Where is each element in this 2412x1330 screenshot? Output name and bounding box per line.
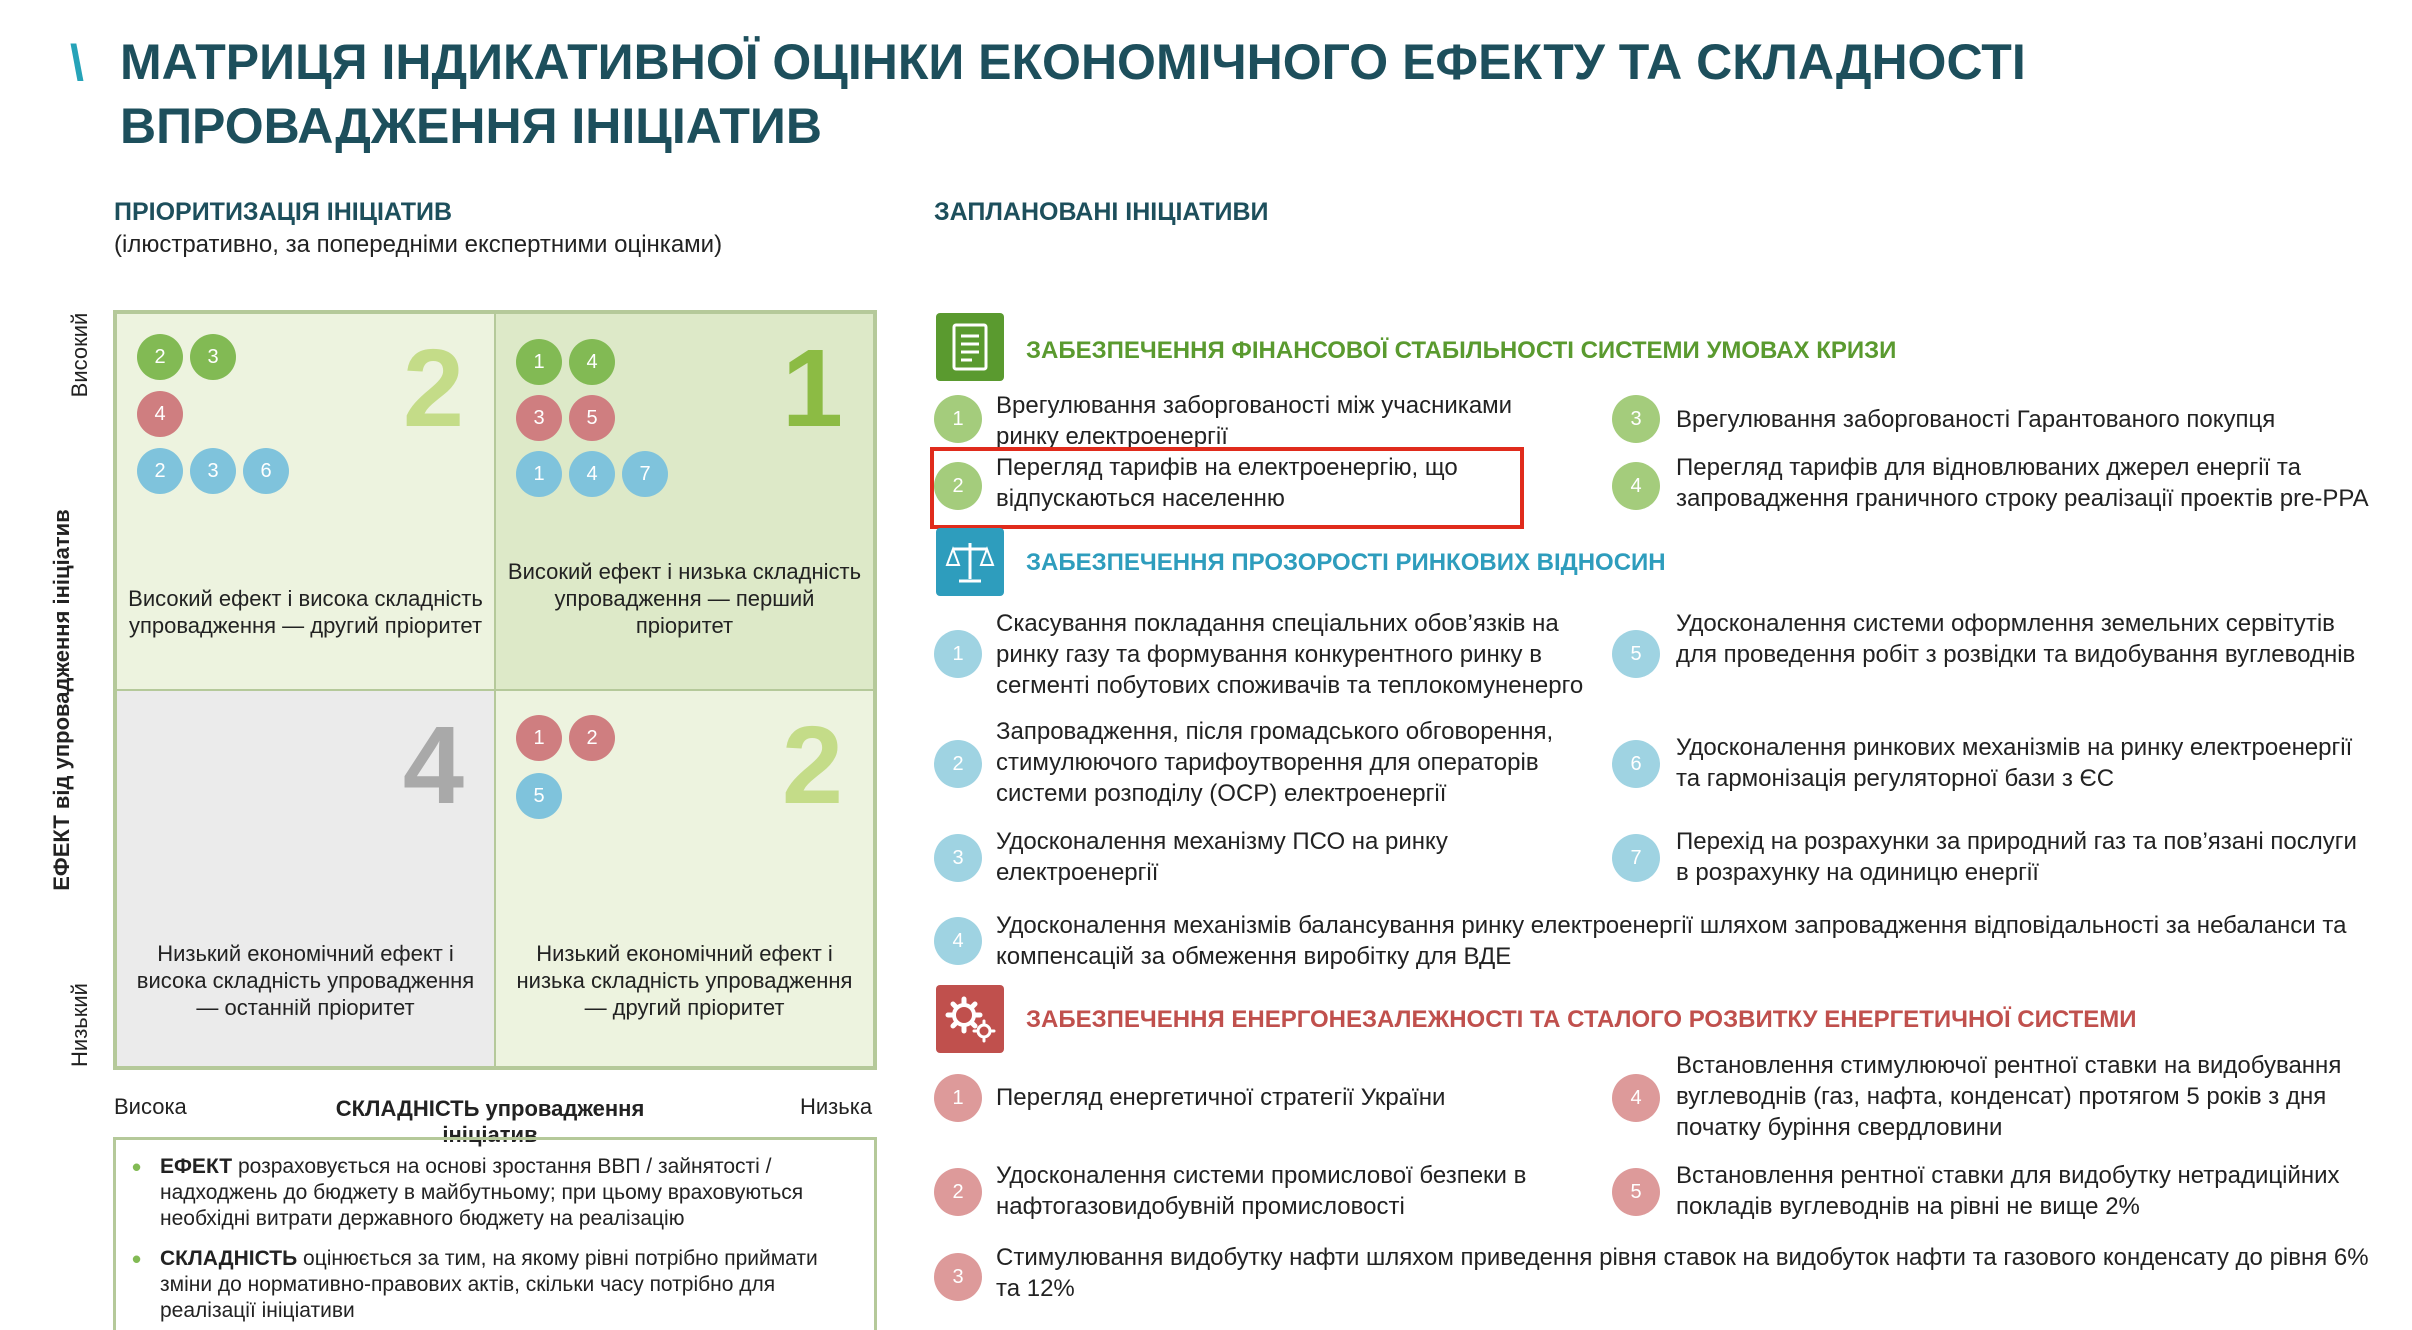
x-axis-high-label: Висока [114,1094,187,1119]
initiative-text: Запровадження, після громадського обговорення, стимулюючого тарифоутворення для операторів системи розподілу (ОСР) електроенергії [996,718,1554,807]
initiative-number: 4 [934,917,982,965]
initiative-dot: 4 [569,339,615,385]
category-title-energy-independence: ЗАБЕЗПЕЧЕННЯ ЕНЕРГОНЕЗАЛЕЖНОСТІ ТА СТАЛОГО РОЗВИТКУ ЕНЕРГЕТИЧНОЇ СИСТЕМИ [1026,1006,2137,1033]
initiative-number: 3 [934,834,982,882]
scales-icon [936,528,1004,596]
initiative-text: Удосконалення системи оформлення земельних сервітутів для проведення робіт з розвідки та видобування вуглеводнів [1676,610,2356,668]
legend-item-effect: • ЕФЕКТ розраховується на основі зростання ВВП / зайнятості / надходжень до бюджету в майбутньому; при цьому враховуються необхідні витрати державного бюджету на реалізацію [146,1154,854,1232]
initiative-text: Удосконалення ринкових механізмів на ринку електроенергії та гармонізація регуляторної бази з ЄС [1676,734,2353,792]
initiative-number: 4 [1612,462,1660,510]
initiative-dot: 3 [190,448,236,494]
initiative-dot: 1 [516,715,562,761]
quadrant-description: Низький економічний ефект і висока складність упровадження — останній пріоритет [136,941,475,1020]
initiative-dot: 3 [516,395,562,441]
initiative-dot: 4 [569,451,615,497]
document-icon [936,313,1004,381]
initiative-number: 1 [934,395,982,443]
initiative-dot: 6 [243,448,289,494]
initiative-dot: 2 [569,715,615,761]
initiative-dot: 5 [569,395,615,441]
initiative-text: Встановлення рентної ставки для видобутку нетрадиційних покладів вуглеводнів на рівні не вище 2% [1676,1162,2340,1220]
x-axis-low-label: Низька [800,1094,873,1119]
initiative-dot: 4 [137,391,183,437]
prioritization-heading: ПРІОРИТИЗАЦІЯ ІНІЦІАТИВ [114,198,453,226]
planned-initiatives-heading: ЗАПЛАНОВАНІ ІНІЦІАТИВИ [934,198,1269,226]
y-axis-high-label: Високий [67,312,92,398]
initiative-dot: 3 [190,334,236,380]
quadrant-priority-number: 4 [402,704,464,827]
initiative-text: Врегулювання заборгованості між учасниками ринку електроенергії [996,392,1513,450]
initiative-number: 1 [934,630,982,678]
initiative-dot: 2 [137,334,183,380]
initiative-number: 5 [1612,1168,1660,1216]
initiative-text: Перегляд тарифів на електроенергію, що відпускаються населенню [996,454,1458,512]
initiative-number: 1 [934,1074,982,1122]
quadrant-top-left [116,313,495,690]
page-title: МАТРИЦЯ ІНДИКАТИВНОЇ ОЦІНКИ ЕКОНОМІЧНОГО ЕФЕКТУ ТА СКЛАДНОСТІ ВПРОВАДЖЕННЯ ІНІЦІАТИВ [120,34,2026,154]
initiative-number: 4 [1612,1074,1660,1122]
initiative-text: Стимулювання видобутку нафти шляхом приведення рівня ставок на видобуток нафти та газового конденсату до рівня 6% та 12% [996,1244,2369,1302]
legend-box [113,1137,877,1330]
quadrant-description: Високий ефект і низька складність упровадження — перший пріоритет [507,559,862,638]
initiative-text: Скасування покладання спеціальних обов’язків на ринку газу та формування конкурентного ринку в сегменті побутових споживачів та теплокомуненерго [996,610,1584,699]
initiative-number: 3 [934,1253,982,1301]
quadrant-bottom-right [495,690,874,1067]
category-title-financial: ЗАБЕЗПЕЧЕННЯ ФІНАНСОВОЇ СТАБІЛЬНОСТІ СИСТЕМИ УМОВАХ КРИЗИ [1026,337,1897,364]
legend-item-complexity: • СКЛАДНІСТЬ оцінюється за тим, на якому рівні потрібно приймати зміни до нормативно-правових актів, скільки часу потрібно для реалізації ініціативи [146,1246,854,1324]
prioritization-subheading: (ілюстративно, за попередніми експертними оцінками) [114,231,723,258]
initiative-number: 2 [934,1168,982,1216]
initiative-dot: 2 [137,448,183,494]
gears-icon [936,985,1004,1053]
initiative-number: 6 [1612,740,1660,788]
initiative-text: Перегляд енергетичної стратегії України [996,1084,1446,1111]
initiative-text: Удосконалення механізму ПСО на ринку електроенергії [996,828,1448,886]
quadrant-priority-number: 1 [781,327,843,450]
initiative-text: Удосконалення системи промислової безпеки в нафтогазовидобувній промисловості [996,1162,1527,1220]
initiative-dot: 1 [516,451,562,497]
initiative-text: Удосконалення механізмів балансування ринку електроенергії шляхом запровадження відповідальності за небаланси та компенсацій за обмеження виробітку для ВДЕ [996,912,2347,970]
quadrant-bottom-left [116,690,495,1067]
quadrant-description: Високий ефект і висока складність упровадження — другий пріоритет [128,586,483,638]
initiative-text: Перехід на розрахунки за природний газ та пов’язані послуги в розрахунку на одиницю енергії [1676,828,2357,886]
initiative-dot: 1 [516,339,562,385]
initiative-number: 2 [934,462,982,510]
y-axis-title: ЕФЕКТ від упровадження ініціатив [49,509,74,891]
initiative-number: 7 [1612,834,1660,882]
initiative-text: Встановлення стимулюючої рентної ставки на видобування вуглеводнів (газ, нафта, конденсат) протягом 5 років з дня початку буріння свердловини [1676,1052,2342,1141]
title-mark: \ [70,35,84,91]
quadrant-description: Низький економічний ефект і низька складність упровадження — другий пріоритет [516,941,853,1020]
quadrant-priority-number: 2 [402,327,464,450]
initiative-text: Перегляд тарифів для відновлюваних джерел енергії та запровадження граничного строку реалізації проектів pre-PPA [1676,454,2369,512]
initiative-number: 2 [934,740,982,788]
x-axis-title: СКЛАДНІСТЬ упровадження ініціатив [335,1096,645,1147]
category-title-transparency: ЗАБЕЗПЕЧЕННЯ ПРОЗОРОСТІ РИНКОВИХ ВІДНОСИН [1026,549,1666,576]
initiative-number: 3 [1612,395,1660,443]
initiative-dot: 5 [516,773,562,819]
initiative-text: Врегулювання заборгованості Гарантованого покупця [1676,406,2276,433]
initiative-dot: 7 [622,451,668,497]
priority-matrix [113,310,877,1070]
y-axis-low-label: Низький [67,983,92,1067]
highlight-box [930,447,1524,529]
quadrant-top-right [495,313,874,690]
quadrant-priority-number: 2 [781,704,843,827]
initiative-number: 5 [1612,630,1660,678]
